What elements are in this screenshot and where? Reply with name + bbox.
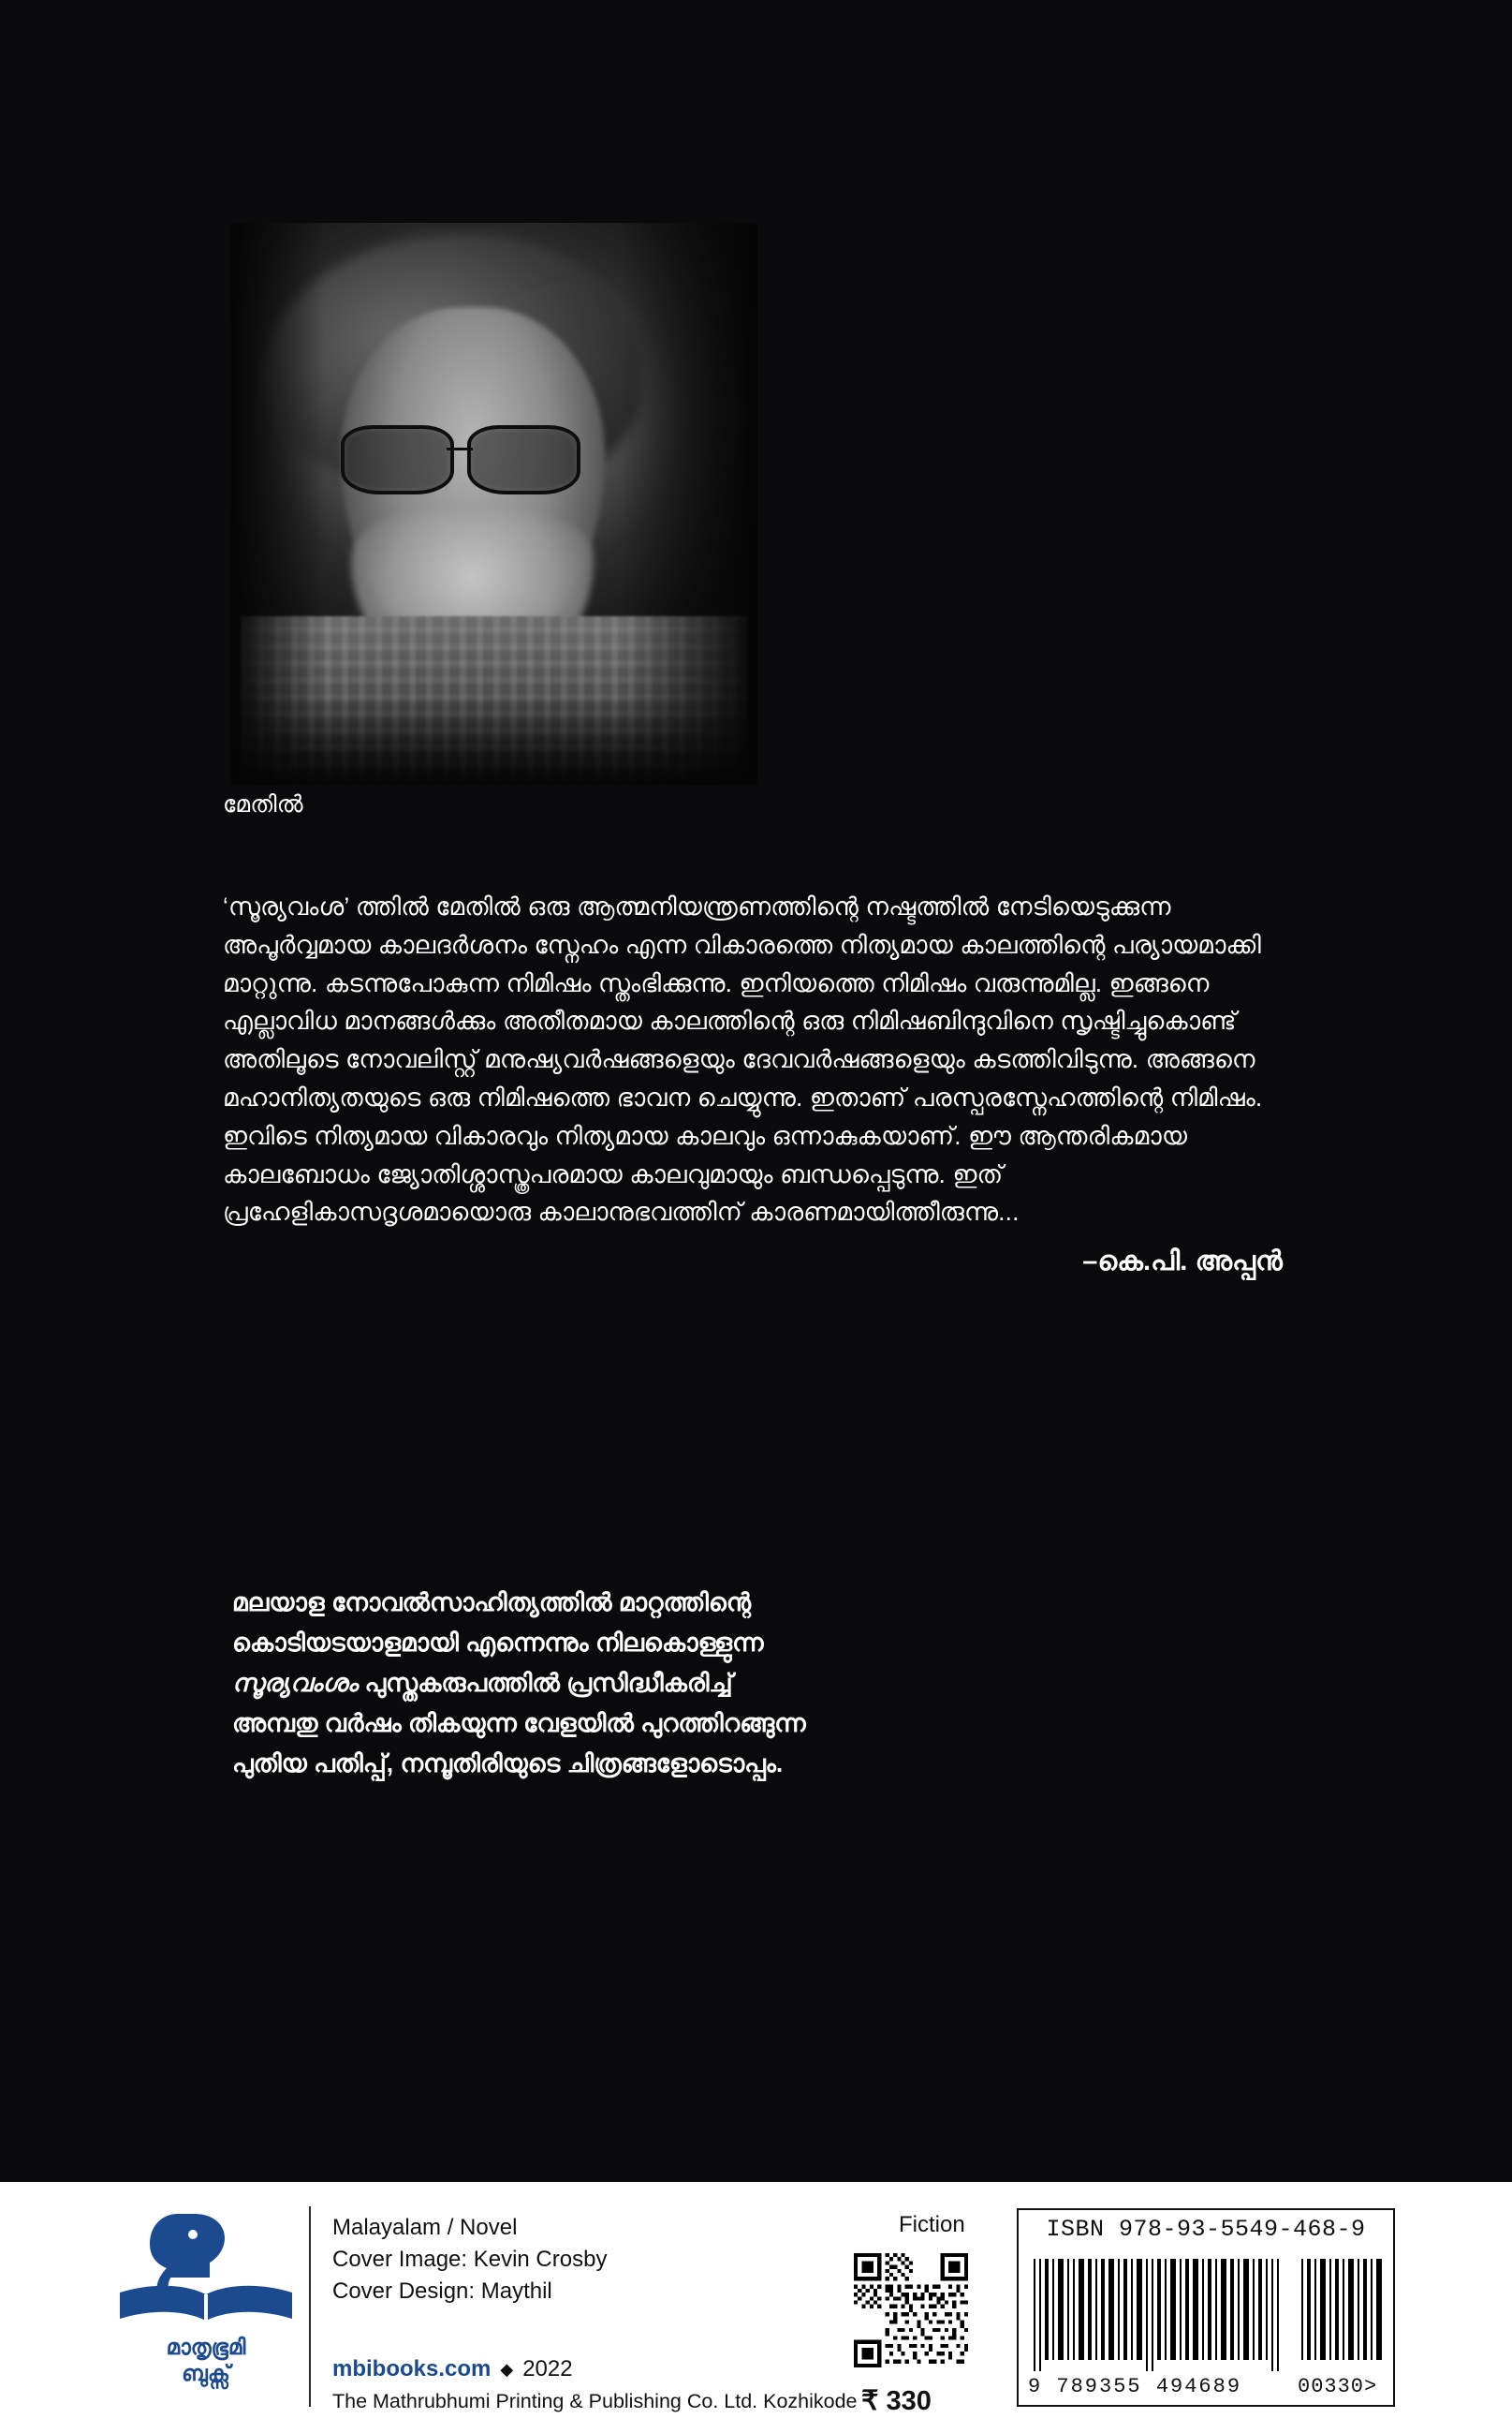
publication-year: 2022 [522, 2356, 573, 2381]
barcode-addon-digits: 00330> [1298, 2375, 1378, 2398]
footer-band [0, 2182, 1512, 2433]
diamond-separator-icon: ◆ [500, 2359, 514, 2379]
price-label: ₹ 330 [861, 2386, 932, 2416]
promo-line-5: പുതിയ പതിപ്പ്, നമ്പൂതിരിയുടെ ചിത്രങ്ങളോടൊപ്പം. [232, 1748, 784, 1777]
promo-title-italic: സൂര്യവംശം [232, 1668, 359, 1697]
website-link[interactable]: mbibooks.com [332, 2356, 492, 2381]
author-photo [230, 223, 757, 785]
promo-line-3-rest: പുസ്തകരുപത്തിൽ പ്രസിദ്ധീകരിച്ച് [358, 1668, 733, 1697]
promo-block [232, 1583, 1225, 1784]
promo-line-4: അമ്പതു വർഷം തികയുന്ന വേളയിൽ പുറത്തിറങ്ങുന്ന [232, 1708, 806, 1737]
blurb-attribution: –കെ.പി. അപ്പൻ [1082, 1246, 1283, 1277]
publisher-logo-line-1: മാതൃഭൂമി [166, 2335, 246, 2359]
book-metadata [332, 2212, 607, 2308]
publisher-logo-line-2: ബുക്സ് [182, 2361, 230, 2386]
author-photo-image [230, 223, 757, 785]
qr-code-image [854, 2253, 968, 2367]
metadata-line-1: Cover Image: Kevin Crosby [332, 2247, 608, 2273]
photo-glasses-left [341, 425, 454, 494]
footer-divider [309, 2206, 311, 2407]
category-label: Fiction [899, 2212, 965, 2237]
promo-line-1: മലയാള നോവൽസാഹിത്യത്തിൽ മാറ്റത്തിന്റെ [232, 1588, 752, 1616]
author-photo-caption: മേതിൽ [223, 791, 303, 818]
metadata-line-0: Malayalam / Novel [332, 2215, 518, 2240]
barcode-digits: 9 789355 494689 [1028, 2375, 1242, 2398]
mathrubhumi-elephant-book-icon [112, 2203, 300, 2334]
qr-code [850, 2249, 972, 2371]
publisher-name: The Mathrubhumi Printing & Publishing Co. Ltd. Kozhikode [332, 2390, 858, 2412]
blurb-text: ‘സൂര്യവംശ’ ത്തിൽ മേതിൽ ഒരു ആത്മനിയന്ത്രണത്തിന്റെ നഷ്ടത്തിൽ നേടിയെടുക്കുന്ന അപൂർവ്വമായ കാലദർശനം സ്നേഹം എന്ന വികാരത്തെ നിത്യമായ കാലത്തിന്റെ പര്യായമാക്കി മാറ്റുന്നു. കടന്നുപോകുന്ന നിമിഷം സ്തംഭിക്കുന്നു. ഇനിയത്തെ നിമിഷം വരുന്നുമില്ല. ഇങ്ങനെ എല്ലാവിധ മാനങ്ങൾക്കും അതീതമായ കാലത്തിന്റെ ഒരു നിമിഷബിന്ദുവിനെ സൃഷ്ടിച്ചുകൊണ്ട് അതിലൂടെ നോവലിസ്റ്റ് മനുഷ്യവർഷങ്ങളെയും ദേവവർഷങ്ങളെയും കടത്തിവിടുന്നു. അങ്ങനെ മഹാനിത്യതയുടെ ഒരു നിമിഷത്തെ ഭാവന ചെയ്യുന്നു. ഇതാണ് പരസ്പരസ്നേഹത്തിന്റെ നിമിഷം. ഇവിടെ നിത്യമായ വികാരവും നിത്യമായ കാലവും ഒന്നാകുകയാണ്. ഈ ആന്തരികമായ കാലബോധം ജ്യോതിശ്ശാസ്ത്രപരമായ കാലവുമായും ബന്ധപ്പെടുന്നു. ഇത് പ്രഹേളികാസദൃശമായൊരു കാലാനുഭവത്തിന് കാരണമായിത്തീരുന്നു... [223, 892, 1263, 1227]
ean13-barcode-icon [1032, 2259, 1286, 2371]
photo-glasses-bridge [447, 448, 473, 450]
promo-line-3 [232, 1663, 1225, 1703]
isbn-label: ISBN 978-93-5549-468-9 [1046, 2216, 1366, 2243]
ean5-addon-barcode-icon [1299, 2259, 1386, 2371]
isbn-barcode-box [1017, 2208, 1395, 2407]
photo-glasses-right [467, 425, 580, 494]
promo-line-2: കൊടിയടയാളമായി എന്നെന്നും നിലകൊള്ളുന്ന [232, 1628, 764, 1657]
metadata-line-2: Cover Design: Maythil [332, 2278, 552, 2305]
photo-shadow-bottom [230, 695, 757, 785]
blurb-block [223, 888, 1290, 1283]
website-row [332, 2356, 573, 2382]
publisher-logo [112, 2203, 300, 2411]
